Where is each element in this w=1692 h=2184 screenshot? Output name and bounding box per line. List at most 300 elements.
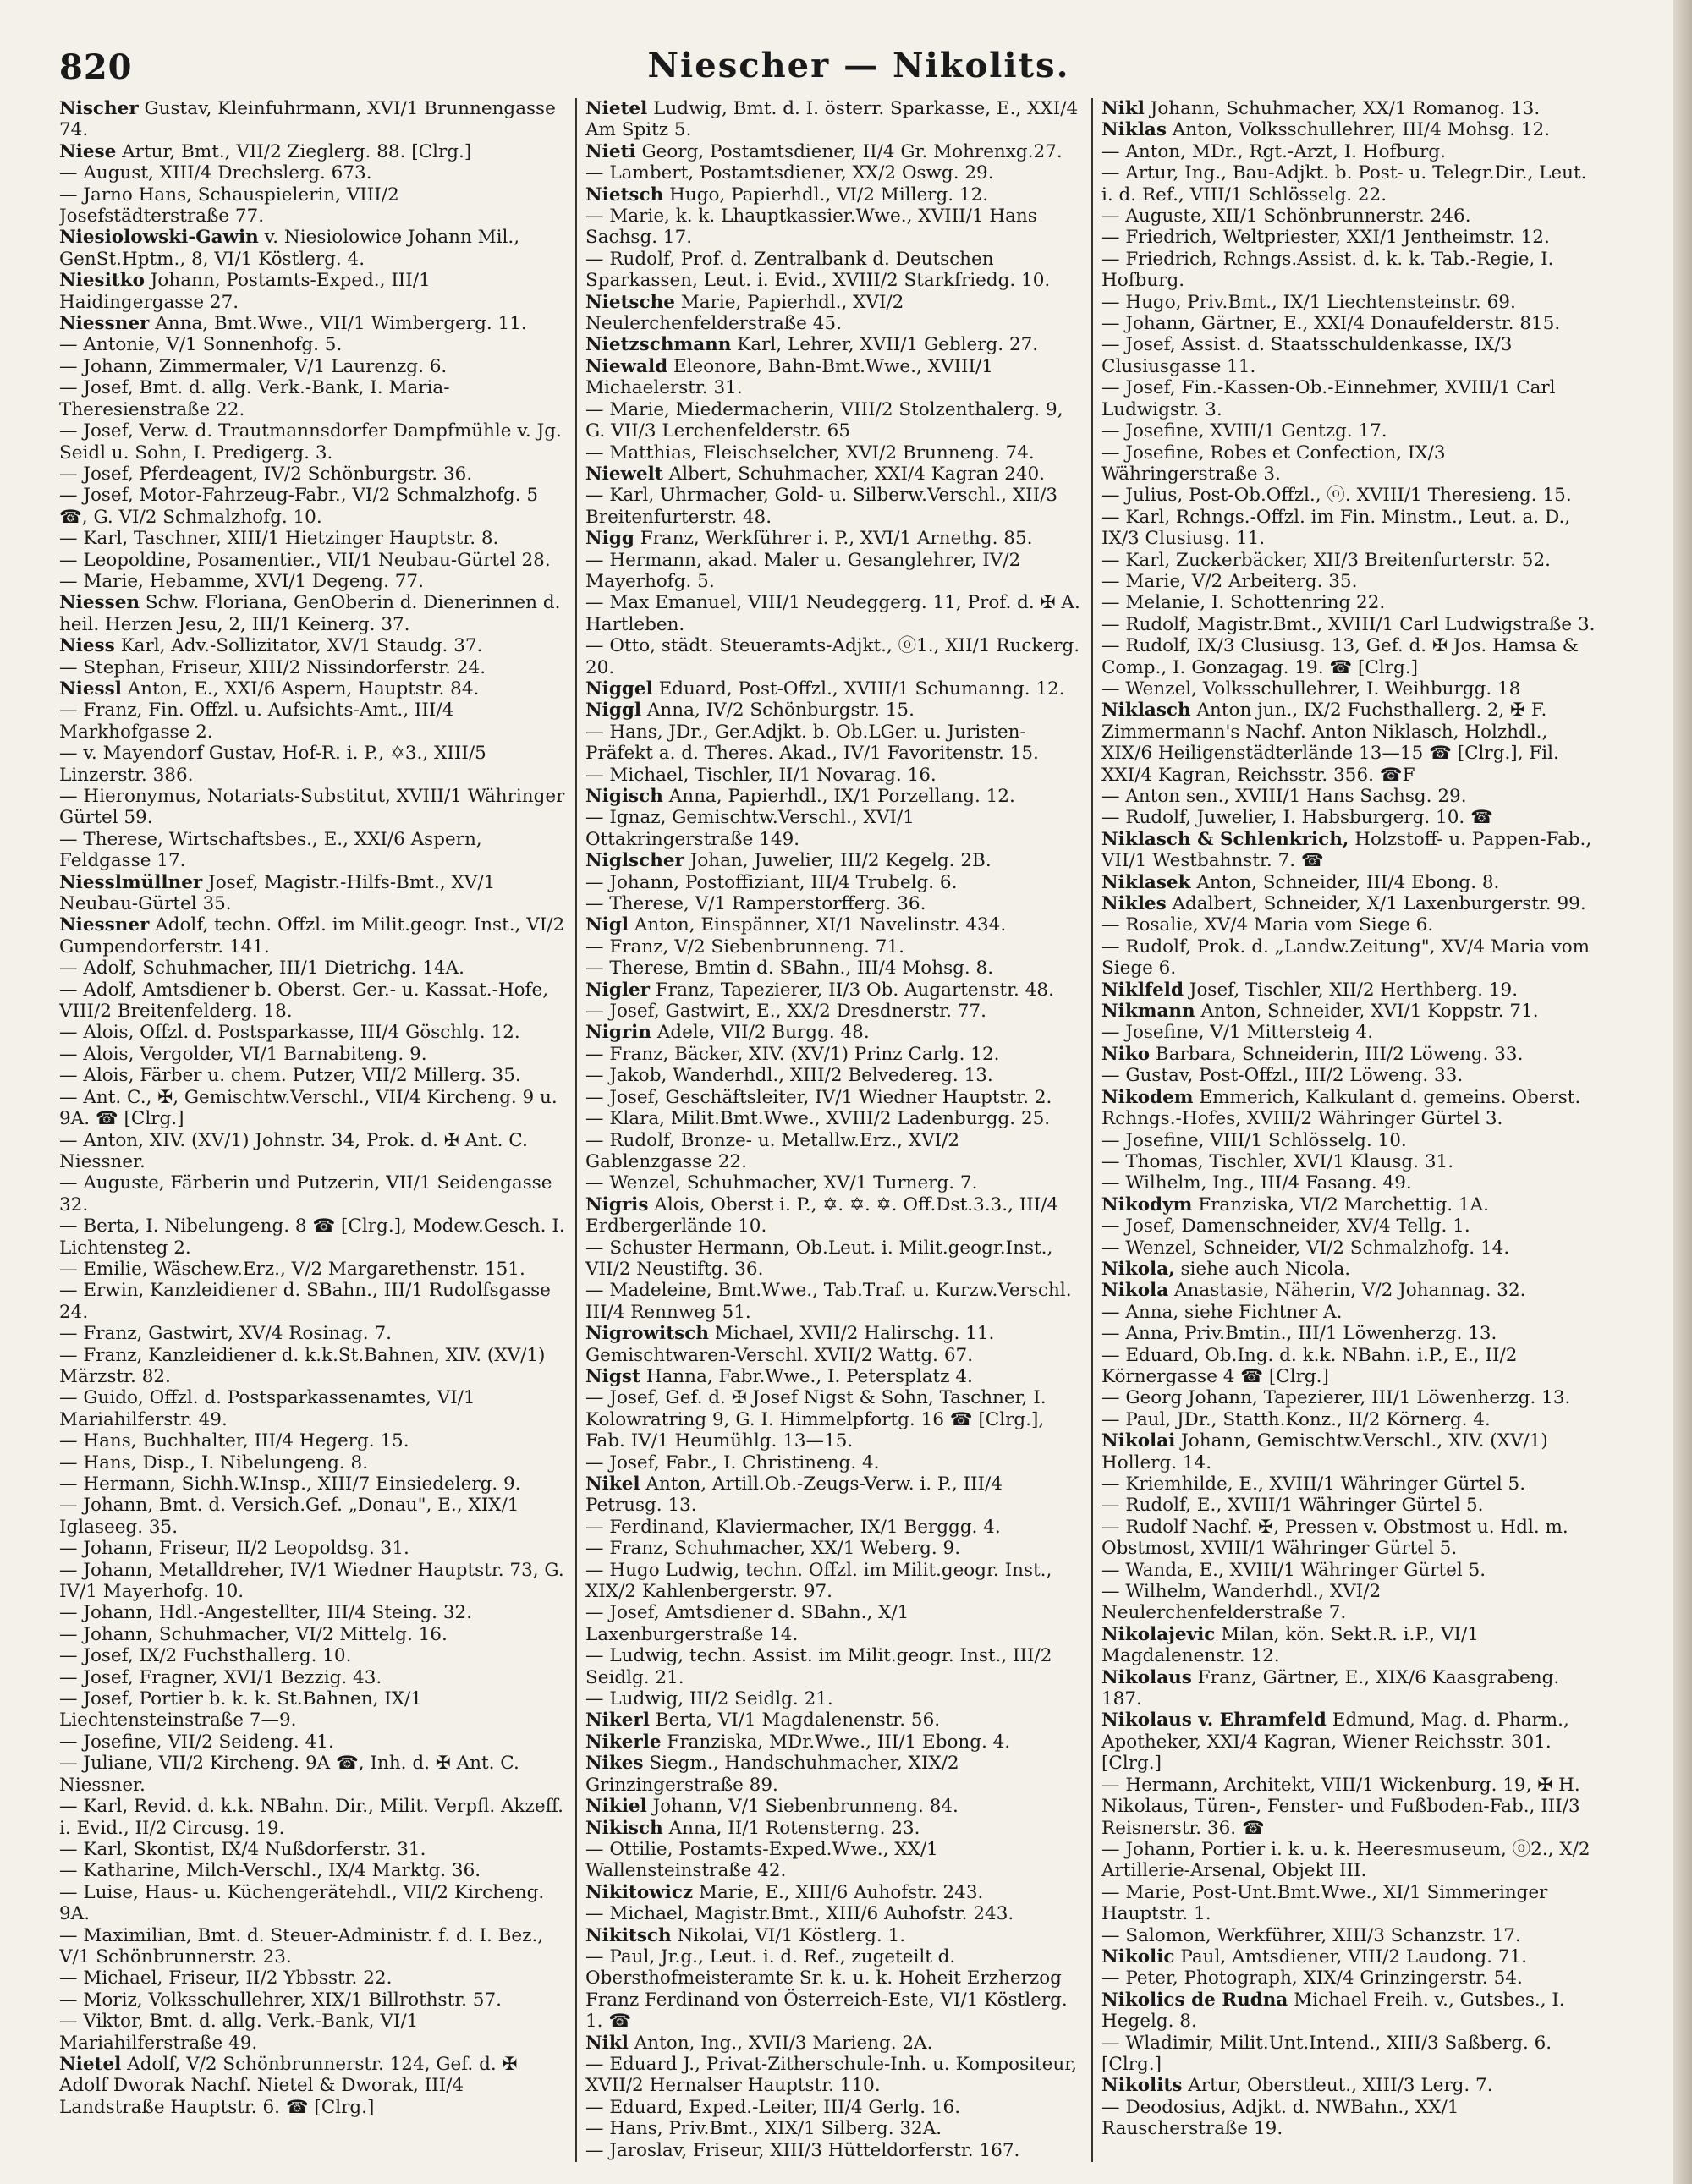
entry-surname: Nigrin — [585, 1022, 651, 1044]
column-1 — [59, 98, 575, 2162]
entry-details: Alois, Oberst i. P., ✡. ✡. ✡. Off.Dst.3.3., III/4 Erdbergerlände 10. — [585, 1194, 1059, 1237]
directory-entry — [585, 850, 1083, 871]
directory-entry — [59, 1430, 567, 1451]
entry-details: — Therese, Wirtschaftsbes., E., XXI/6 Aspern, Feldgasse 17. — [59, 828, 482, 872]
directory-entry — [1101, 1001, 1599, 1022]
directory-entry — [585, 2033, 1083, 2054]
directory-entry — [1101, 1473, 1599, 1495]
entry-details: — Rudolf, Prok. d. „Landw.Zeitung", XV/4 Maria vom Siege 6. — [1101, 936, 1590, 980]
directory-entry — [1101, 1967, 1599, 1989]
entry-details: — Marie, Miedermacherin, VIII/2 Stolzenthalerg. 9, G. VII/3 Lerchenfelderstr. 65 — [585, 398, 1063, 442]
directory-entry — [1101, 141, 1599, 162]
entry-details: — Lambert, Postamtsdiener, XX/2 Oswg. 29. — [585, 162, 994, 184]
directory-entry — [59, 1345, 567, 1388]
entry-details: — Guido, Offzl. d. Postsparkassenamtes, VI/1 Mariahilferstr. 49. — [59, 1387, 475, 1430]
entry-surname: Nietzschmann — [585, 334, 732, 356]
directory-entry — [1101, 1302, 1599, 1323]
entry-details: — Josef, Gef. d. ✠ Josef Nigst & Sohn, Taschner, I. Kolowratring 9, G. I. Himmelpfortg. 16 ☎ [Clrg.], Fab. IV/1 Heumühlg. 13—15. — [585, 1387, 1047, 1452]
directory-entry — [59, 420, 567, 464]
directory-entry — [1101, 1022, 1599, 1043]
directory-entry — [1101, 334, 1599, 377]
entry-details: — Julius, Post-Ob.Offzl., ⓞ. XVIII/1 Theresieng. 15. — [1101, 485, 1572, 507]
entry-details: — Max Emanuel, VIII/1 Neudeggerg. 11, Prof. d. ✠ A. Hartleben. — [585, 592, 1080, 635]
directory-entry — [1101, 1430, 1599, 1473]
directory-entry — [585, 528, 1083, 549]
entry-details: — Marie, Hebamme, XVI/1 Degeng. 77. — [59, 570, 424, 592]
directory-entry — [1101, 1709, 1599, 1774]
entry-surname: Nikiel — [585, 1796, 647, 1818]
entry-details: — Juliane, VII/2 Kircheng. 9A ☎, Inh. d. ✠ Ant. C. Niessner. — [59, 1753, 519, 1796]
entry-details: Anna, Papierhdl., IX/1 Porzellang. 12. — [668, 786, 1015, 807]
entry-details: — Antonie, V/1 Sonnenhofg. 5. — [59, 334, 343, 356]
entry-surname: Nikodym — [1101, 1194, 1193, 1215]
entry-details: — Josef, Pferdeagent, IV/2 Schönburgstr. 36. — [59, 463, 473, 485]
directory-entry — [59, 1860, 567, 1881]
entry-surname: Nietsche — [585, 291, 675, 313]
entry-surname: Niessner — [59, 313, 150, 335]
entry-details: — Marie, Post-Unt.Bmt.Wwe., XI/1 Simmeringer Hauptstr. 1. — [1101, 1881, 1548, 1925]
directory-entry — [585, 485, 1083, 528]
directory-entry — [585, 442, 1083, 464]
entry-details: — Johann, Metalldreher, IV/1 Wiedner Hauptstr. 73, G. IV/1 Mayerhofg. 10. — [59, 1559, 564, 1603]
directory-entry — [585, 1882, 1083, 1903]
directory-entry — [1101, 1194, 1599, 1215]
directory-entry — [1101, 1667, 1599, 1710]
directory-entry — [585, 1108, 1083, 1129]
directory-entry — [585, 1602, 1083, 1645]
entry-surname: Nigrowitsch — [585, 1323, 709, 1345]
entry-details: — Hugo Ludwig, techn. Offzl. im Milit.geogr. Inst., XIX/2 Kahlenbergerstr. 97. — [585, 1559, 1052, 1603]
directory-entry — [1101, 162, 1599, 206]
directory-entry — [585, 206, 1083, 249]
directory-entry — [1101, 2033, 1599, 2076]
entry-details: — Melanie, I. Schottenring 22. — [1101, 592, 1386, 614]
entry-details: Albert, Schuhmacher, XXI/4 Kagran 240. — [668, 463, 1045, 485]
entry-details: — Paul, Jr.g., Leut. i. d. Ref., zugeteilt d. Obersthofmeisteramte Sr. k. u. k. Hoheit Erzherzog Franz Ferdinand von Österreich-Este, VI/1 Köstlerg. 1. ☎ — [585, 1945, 1068, 2033]
entry-surname: Niessl — [59, 678, 122, 700]
directory-entry — [1101, 1409, 1599, 1430]
entry-details: — Peter, Photograph, XIX/4 Grinzingerstr. 54. — [1101, 1967, 1523, 1989]
entry-details: — Hermann, Sichh.W.Insp., XIII/7 Einsiedelerg. 9. — [59, 1473, 521, 1495]
entry-surname: Nikes — [585, 1753, 644, 1775]
directory-entry — [59, 657, 567, 678]
entry-details: — Moriz, Volksschullehrer, XIX/1 Billrothstr. 57. — [59, 1989, 503, 2011]
entry-details: Johan, Juwelier, III/2 Kegelg. 2B. — [689, 850, 992, 872]
page-number: 820 — [59, 47, 133, 87]
directory-entry — [585, 1517, 1083, 1538]
directory-entry — [59, 1452, 567, 1473]
entry-surname: Nikitowicz — [585, 1881, 694, 1903]
directory-entry — [1101, 2075, 1599, 2096]
directory-entry — [1101, 1925, 1599, 1946]
entry-details: — Otto, städt. Steueramts-Adjkt., ⓞ1., XII/1 Ruckerg. 20. — [585, 635, 1080, 678]
entry-details: — Erwin, Kanzleidiener d. SBahn., III/1 Rudolfsgasse 24. — [59, 1280, 551, 1323]
directory-entry — [59, 1560, 567, 1603]
directory-entry — [59, 1280, 567, 1323]
entry-details: — Deodosius, Adjkt. d. NWBahn., XX/1 Rauscherstraße 19. — [1101, 2096, 1459, 2140]
entry-details: — Alois, Offzl. d. Postsparkasse, III/4 Göschlg. 12. — [59, 1022, 520, 1044]
entry-surname: Niglscher — [585, 850, 684, 872]
entry-details: — Rudolf, Prof. d. Zentralbank d. Deutschen Sparkassen, Leut. i. Evid., XVIII/2 Starkfriedg. 10. — [585, 248, 1051, 292]
directory-entry — [1101, 485, 1599, 506]
entry-details: — Schuster Hermann, Ob.Leut. i. Milit.geogr.Inst., VII/2 Neustiftg. 36. — [585, 1237, 1053, 1280]
entry-details: — Wladimir, Milit.Unt.Intend., XIII/3 Saßberg. 6. [Clrg.] — [1101, 2032, 1552, 2075]
entry-details: — Wenzel, Schuhmacher, XV/1 Turnerg. 7. — [585, 1172, 978, 1194]
directory-entry — [59, 1473, 567, 1495]
directory-entry — [59, 829, 567, 872]
entry-details: — Karl, Rchngs.-Offzl. im Fin. Minstm., Leut. a. D., IX/3 Clusiusg. 11. — [1101, 506, 1571, 550]
entry-details: — Josefine, VII/2 Seideng. 41. — [59, 1731, 334, 1753]
directory-entry — [1101, 420, 1599, 442]
entry-details: Josef, Tischler, XII/2 Herthberg. 19. — [1189, 979, 1519, 1001]
entry-details: Anton, Schneider, III/4 Ebong. 8. — [1196, 871, 1500, 893]
entry-surname: Nikola — [1101, 1280, 1169, 1302]
directory-entry — [59, 1645, 567, 1666]
directory-entry — [59, 1882, 567, 1925]
entry-details: — Josef, Portier b. k. k. St.Bahnen, IX/1 Liechtensteinstraße 7—9. — [59, 1688, 422, 1731]
directory-entry — [59, 1044, 567, 1065]
entry-surname: Niklasch — [1101, 700, 1191, 722]
directory-entry — [59, 1602, 567, 1623]
directory-entry — [59, 550, 567, 571]
directory-entry — [585, 1818, 1083, 1839]
directory-entry — [585, 1001, 1083, 1022]
entry-details: — Ant. C., ✠, Gemischtw.Verschl., VII/4 Kircheng. 9 u. 9A. ☎ [Clrg.] — [59, 1086, 558, 1130]
directory-entry — [1101, 292, 1599, 313]
entry-details: — Hans, Buchhalter, III/4 Hegerg. 15. — [59, 1430, 409, 1452]
entry-details: — Wanda, E., XVIII/1 Währinger Gürtel 5. — [1101, 1559, 1486, 1581]
entry-details: — Thomas, Tischler, XVI/1 Klausg. 31. — [1101, 1150, 1454, 1172]
entry-details: — Ottilie, Postamts-Exped.Wwe., XX/1 Wallensteinstraße 42. — [585, 1838, 938, 1882]
directory-entry — [1101, 1624, 1599, 1667]
directory-entry — [585, 2118, 1083, 2139]
entry-surname: Niesiolowski-Gawin — [59, 227, 259, 249]
directory-entry — [585, 464, 1083, 485]
directory-entry — [1101, 635, 1599, 678]
entry-details: — Johann, Gärtner, E., XXI/4 Donaufelderstr. 815. — [1101, 313, 1561, 335]
entry-details: — Alois, Färber u. chem. Putzer, VII/2 Millerg. 35. — [59, 1065, 521, 1087]
directory-entry — [585, 1387, 1083, 1451]
directory-entry — [59, 227, 567, 270]
directory-entry — [585, 893, 1083, 914]
directory-entry — [585, 1452, 1083, 1473]
entry-details: Emmerich, Kalkulant d. gemeins. Oberst. Rchngs.-Hofes, XVIII/2 Währinger Gürtel 3. — [1101, 1086, 1581, 1130]
directory-entry — [1101, 1581, 1599, 1624]
directory-entry — [1101, 872, 1599, 893]
entry-details: Adolf, techn. Offzl. im Milit.geogr. Inst., VI/2 Gumpendorferstr. 141. — [59, 914, 565, 958]
directory-entry — [59, 184, 567, 228]
directory-entry — [585, 980, 1083, 1001]
directory-entry — [585, 334, 1083, 355]
directory-entry — [1101, 592, 1599, 613]
directory-entry — [1101, 1989, 1599, 2033]
entry-details: — Matthias, Fleischselcher, XVI/2 Brunneng. 74. — [585, 442, 1035, 464]
directory-entry — [59, 2011, 567, 2054]
directory-entry — [585, 141, 1083, 162]
entry-surname: Nigisch — [585, 786, 663, 807]
entry-surname: Nikerl — [585, 1709, 650, 1731]
directory-entry — [1101, 119, 1599, 140]
directory-entry — [59, 1989, 567, 2011]
entry-details: Paul, Amtsdiener, VIII/2 Laudong. 71. — [1180, 1945, 1528, 1967]
entry-details: Anton, E., XXI/6 Aspern, Hauptstr. 84. — [127, 678, 480, 700]
entry-details: — Michael, Tischler, II/1 Novarag. 16. — [585, 764, 937, 786]
directory-entry — [1101, 1044, 1599, 1065]
entry-details: Hanna, Fabr.Wwe., I. Petersplatz 4. — [645, 1365, 973, 1387]
entry-details: — Josef, Bmt. d. allg. Verk.-Bank, I. Maria-Theresienstraße 22. — [59, 377, 450, 420]
entry-details: — Josef, Verw. d. Trautmannsdorfer Dampfmühle v. Jg. Seidl u. Sohn, I. Predigerg. 3. — [59, 420, 562, 464]
entry-details: — Josef, Fabr., I. Christineng. 4. — [585, 1451, 880, 1473]
entry-surname: Nikolits — [1101, 2075, 1183, 2097]
directory-entry — [1101, 829, 1599, 872]
directory-entry — [59, 485, 567, 528]
entry-details: Schw. Floriana, GenOberin d. Dienerinnen d. heil. Herzen Jesu, 2, III/1 Keinerg. 37. — [59, 592, 561, 635]
directory-entry — [1101, 893, 1599, 914]
entry-details: — Hermann, akad. Maler u. Gesanglehrer, IV/2 Mayerhofg. 5. — [585, 549, 1021, 592]
directory-entry — [1101, 550, 1599, 571]
entry-surname: Nietel — [585, 98, 648, 119]
entry-details: — Hermann, Architekt, VIII/1 Wickenburg. 19, ✠ H. Nikolaus, Türen-, Fenster- und Fußboden-Fab., III/3 Reisnerstr. 36. ☎ — [1101, 1774, 1580, 1839]
entry-details: — Rudolf, Magistr.Bmt., XVIII/1 Carl Ludwigstraße 3. — [1101, 613, 1596, 635]
entry-details: — Michael, Magistr.Bmt., XIII/6 Auhofstr. 243. — [585, 1903, 1014, 1925]
directory-entry — [585, 1044, 1083, 1065]
directory-entry — [59, 1796, 567, 1839]
entry-details: — Jarno Hans, Schauspielerin, VIII/2 Josefstädterstraße 77. — [59, 184, 399, 228]
entry-details: — Jaroslav, Friseur, XIII/3 Hütteldorferstr. 167. — [585, 2139, 1020, 2161]
entry-details: — Marie, V/2 Arbeiterg. 35. — [1101, 570, 1358, 592]
entry-details: — Klara, Milit.Bmt.Wwe., XVIII/2 Ladenburgg. 25. — [585, 1108, 1051, 1130]
entry-details: — Wenzel, Volksschullehrer, I. Weihburgg. 18 — [1101, 678, 1521, 700]
entry-details: — Franz, V/2 Siebenbrunneng. 71. — [585, 936, 904, 958]
directory-entry — [59, 162, 567, 184]
entry-surname: Nikitsch — [585, 1924, 672, 1946]
entry-details: Karl, Adv.-Sollizitator, XV/1 Staudg. 37. — [120, 635, 483, 657]
directory-entry — [585, 765, 1083, 786]
entry-surname: Nikola, — [1101, 1258, 1175, 1280]
directory-entry — [585, 1130, 1083, 1173]
directory-entry — [585, 722, 1083, 765]
directory-entry — [1101, 614, 1599, 635]
entry-details: — Josef, Gastwirt, E., XX/2 Dresdnerstr. 77. — [585, 1001, 986, 1023]
page-header — [59, 42, 1658, 91]
directory-entry — [59, 980, 567, 1023]
entry-surname: Nikerle — [585, 1731, 662, 1753]
directory-entry — [59, 1495, 567, 1538]
entry-details: — Auguste, XII/1 Schönbrunnerstr. 246. — [1101, 206, 1471, 228]
entry-details: — Artur, Ing., Bau-Adjkt. b. Post- u. Telegr.Dir., Leut. i. d. Ref., VIII/1 Schlösselg. 22. — [1101, 162, 1587, 206]
entry-details: — Paul, JDr., Statth.Konz., II/2 Körnerg. 4. — [1101, 1408, 1491, 1430]
entry-details: v. Niesiolowice Johann Mil., GenSt.Hptm., 8, VI/1 Köstlerg. 4. — [59, 227, 520, 270]
entry-details: — Josefine, Robes et Confection, IX/3 Währingerstraße 3. — [1101, 442, 1446, 485]
entry-details: — Auguste, Färberin und Putzerin, VII/1 Seidengasse 32. — [59, 1172, 552, 1215]
directory-entry — [1101, 1775, 1599, 1839]
directory-entry — [59, 1387, 567, 1430]
directory-entry — [59, 914, 567, 958]
directory-entry — [585, 786, 1083, 807]
entry-surname: Nikolaus v. Ehramfeld — [1101, 1709, 1327, 1731]
directory-entry — [59, 528, 567, 549]
directory-entry — [585, 1645, 1083, 1688]
entry-details: — Hugo, Priv.Bmt., IX/1 Liechtensteinstr. 69. — [1101, 291, 1516, 313]
directory-entry — [585, 1796, 1083, 1817]
entry-surname: Niess — [59, 635, 115, 657]
entry-details: Anastasie, Näherin, V/2 Johannag. 32. — [1174, 1280, 1526, 1302]
entry-details: — Johann, Hdl.-Angestellter, III/4 Steing. 32. — [59, 1602, 473, 1624]
directory-entry — [1101, 1345, 1599, 1388]
directory-entry — [1101, 1172, 1599, 1194]
entry-surname: Nietel — [59, 2053, 122, 2075]
entry-surname: Niesitko — [59, 270, 145, 292]
entry-details: — Rudolf, Bronze- u. Metallw.Erz., XVI/2 Gablenzgasse 22. — [585, 1129, 960, 1172]
entry-details: — Karl, Uhrmacher, Gold- u. Silberw.Verschl., XII/3 Breitenfurterstr. 48. — [585, 485, 1058, 528]
directory-entry — [59, 334, 567, 355]
directory-entry — [585, 1538, 1083, 1559]
directory-entry — [1101, 1065, 1599, 1086]
entry-surname: Nietsch — [585, 184, 664, 206]
entry-details: Franziska, VI/2 Marchettig. 1A. — [1198, 1194, 1489, 1215]
entry-surname: Nikisch — [585, 1817, 663, 1839]
entry-surname: Nikl — [1101, 98, 1145, 119]
directory-entry — [1101, 1387, 1599, 1408]
directory-entry — [585, 399, 1083, 442]
entry-details: — Eduard, Ob.Ing. d. k.k. NBahn. i.P., E., II/2 Körnergasse 4 ☎ [Clrg.] — [1101, 1344, 1518, 1387]
directory-entry — [59, 1753, 567, 1796]
directory-entry — [1101, 1946, 1599, 1967]
directory-entry — [59, 1538, 567, 1559]
directory-entry — [585, 592, 1083, 635]
entry-surname: Nischer — [59, 98, 139, 119]
directory-entry — [1101, 1323, 1599, 1344]
entry-details: Franz, Gärtner, E., XIX/6 Kaasgrabeng. 187. — [1101, 1666, 1560, 1710]
directory-entry — [1101, 442, 1599, 486]
entry-details: Franz, Werkführer i. P., XVI/1 Arnethg. 85. — [640, 528, 1033, 550]
entry-details: — Josefine, XVIII/1 Gentzg. 17. — [1101, 420, 1387, 442]
directory-entry — [1101, 1130, 1599, 1151]
entry-details: — Salomon, Werkführer, XIII/3 Schanzstr. 17. — [1101, 1924, 1521, 1946]
entry-details: Johann, Schuhmacher, XX/1 Romanog. 13. — [1150, 98, 1541, 119]
entry-details: — Viktor, Bmt. d. allg. Verk.-Bank, VI/1 Mariahilferstraße 49. — [59, 2011, 419, 2054]
directory-entry — [585, 1560, 1083, 1603]
directory-entry — [59, 464, 567, 485]
entry-details: — Hans, JDr., Ger.Adjkt. b. Ob.LGer. u. Juristen-Präfekt a. d. Theres. Akad., IV/1 Favoritenstr. 15. — [585, 721, 1039, 765]
directory-entry — [1101, 1087, 1599, 1130]
entry-details: Johann, V/1 Siebenbrunneng. 84. — [652, 1796, 959, 1818]
entry-details: — Marie, k. k. Lhauptkassier.Wwe., XVIII/1 Hans Sachsg. 17. — [585, 206, 1037, 249]
entry-details: — Georg Johann, Tapezierer, III/1 Löwenherzg. 13. — [1101, 1387, 1571, 1409]
directory-entry — [585, 872, 1083, 893]
directory-entry — [585, 249, 1083, 292]
directory-entry — [59, 1215, 567, 1259]
entry-surname: Nikolai — [1101, 1430, 1176, 1452]
entry-details: Holzstoff- u. Pappen-Fab., VII/1 Westbahnstr. 7. ☎ — [1101, 828, 1592, 872]
entry-details: — Rudolf, IX/3 Clusiusg. 13, Gef. d. ✠ Jos. Hamsa & Comp., I. Gonzagag. 19. ☎ [Clrg.] — [1101, 635, 1579, 678]
directory-entry — [59, 958, 567, 979]
directory-entry — [59, 1624, 567, 1645]
directory-entry — [59, 1172, 567, 1215]
directory-entry — [1101, 571, 1599, 592]
running-head: Niescher — Nikolits. — [647, 46, 1070, 85]
directory-entry — [1101, 98, 1599, 119]
entry-details: — Jakob, Wanderhdl., XIII/2 Belvedereg. 13. — [585, 1065, 993, 1087]
entry-details: — Anton, MDr., Rgt.-Arzt, I. Hofburg. — [1101, 140, 1446, 162]
entry-details: — Franz, Bäcker, XIV. (XV/1) Prinz Carlg. 12. — [585, 1043, 1000, 1065]
directory-entry — [585, 1731, 1083, 1753]
entry-surname: Niklas — [1101, 119, 1167, 141]
entry-details: Anton, Schneider, XVI/1 Koppstr. 71. — [1200, 1001, 1539, 1023]
entry-details: — Rudolf, E., XVIII/1 Währinger Gürtel 5. — [1101, 1495, 1484, 1517]
entry-surname: Nikl — [585, 2032, 629, 2054]
directory-entry — [585, 958, 1083, 979]
entry-details: — Josefine, VIII/1 Schlösselg. 10. — [1101, 1129, 1407, 1151]
directory-entry — [585, 678, 1083, 700]
directory-entry — [59, 1087, 567, 1130]
entry-details: — August, XIII/4 Drechslerg. 673. — [59, 162, 372, 184]
column-3 — [1091, 98, 1607, 2162]
directory-entry — [585, 936, 1083, 958]
directory-entry — [1101, 1259, 1599, 1280]
directory-entry — [59, 1323, 567, 1344]
entry-details: — v. Mayendorf Gustav, Hof-R. i. P., ✡3., XIII/5 Linzerstr. 386. — [59, 743, 486, 786]
entry-details: Anna, II/1 Rotensterng. 23. — [668, 1817, 920, 1839]
entry-details: — Therese, Bmtin d. SBahn., III/4 Mohsg. 8. — [585, 958, 994, 980]
entry-details: — Josef, Motor-Fahrzeug-Fabr., VI/2 Schmalzhofg. 5 ☎, G. VI/2 Schmalzhofg. 10. — [59, 485, 539, 528]
entry-details: Franziska, MDr.Wwe., III/1 Ebong. 4. — [667, 1731, 1011, 1753]
entry-details: — Adolf, Schuhmacher, III/1 Dietrichg. 14A. — [59, 958, 464, 980]
directory-entry — [1101, 786, 1599, 807]
entry-details: — Ludwig, techn. Assist. im Milit.geogr. Inst., III/2 Seidlg. 21. — [585, 1645, 1052, 1688]
directory-columns — [59, 98, 1658, 2162]
directory-entry — [585, 1022, 1083, 1043]
entry-surname: Niewelt — [585, 463, 663, 485]
directory-entry — [59, 141, 567, 162]
directory-entry — [585, 1172, 1083, 1194]
entry-details: — Eduard, Exped.-Leiter, III/4 Gerlg. 16. — [585, 2096, 961, 2118]
entry-surname: Nikolics de Rudna — [1101, 1989, 1288, 2011]
entry-details: — Wilhelm, Wanderhdl., XVI/2 Neulerchenfelderstraße 7. — [1101, 1581, 1382, 1624]
entry-details: Marie, E., XIII/6 Auhofstr. 243. — [698, 1881, 984, 1903]
directory-entry — [1101, 1215, 1599, 1237]
entry-details: — Franz, Schuhmacher, XX/1 Weberg. 9. — [585, 1538, 961, 1560]
entry-surname: Nigl — [585, 914, 629, 936]
entry-details: — Leopoldine, Posamentier., VII/1 Neubau-Gürtel 28. — [59, 549, 551, 571]
entry-details: Eleonore, Bahn-Bmt.Wwe., XVIII/1 Michaelerstr. 31. — [585, 355, 993, 399]
entry-details: — Johann, Postoffiziant, III/4 Trubelg. 6. — [585, 871, 958, 893]
entry-details: Georg, Postamtsdiener, II/4 Gr. Mohrenxg.27. — [641, 140, 1063, 162]
entry-details: — Ferdinand, Klaviermacher, IX/1 Berggg. 4. — [585, 1516, 1001, 1538]
directory-entry — [59, 2054, 567, 2118]
entry-details: — Anna, Priv.Bmtin., III/1 Löwenherzg. 13. — [1101, 1323, 1497, 1345]
entry-details: — Franz, Fin. Offzl. u. Aufsichts-Amt., III/4 Markhofgasse 2. — [59, 700, 454, 743]
directory-entry — [59, 1839, 567, 1860]
entry-details: — Therese, V/1 Ramperstorfferg. 36. — [585, 893, 926, 915]
directory-entry — [585, 1839, 1083, 1882]
entry-details: — Wenzel, Schneider, VI/2 Schmalzhofg. 14. — [1101, 1237, 1510, 1259]
entry-surname: Nikel — [585, 1473, 640, 1495]
entry-details: Johann, Gemischtw.Verschl., XIV. (XV/1) Hollerg. 14. — [1101, 1430, 1548, 1473]
directory-entry — [585, 914, 1083, 936]
directory-entry — [1101, 227, 1599, 248]
entry-details: — Johann, Schuhmacher, VI/2 Mittelg. 16. — [59, 1623, 448, 1645]
entry-details: — Josef, Fragner, XVI/1 Bezzig. 43. — [59, 1666, 382, 1688]
entry-surname: Niggl — [585, 700, 642, 722]
directory-entry — [1101, 1151, 1599, 1172]
entry-details: Michael Freih. v., Gutsbes., I. Hegelg. 8. — [1101, 1989, 1565, 2033]
directory-entry — [585, 1925, 1083, 1946]
directory-entry — [585, 1946, 1083, 2033]
directory-entry — [59, 786, 567, 829]
entry-details: — Michael, Friseur, II/2 Ybbsstr. 22. — [59, 1967, 393, 1989]
directory-entry — [59, 1259, 567, 1280]
